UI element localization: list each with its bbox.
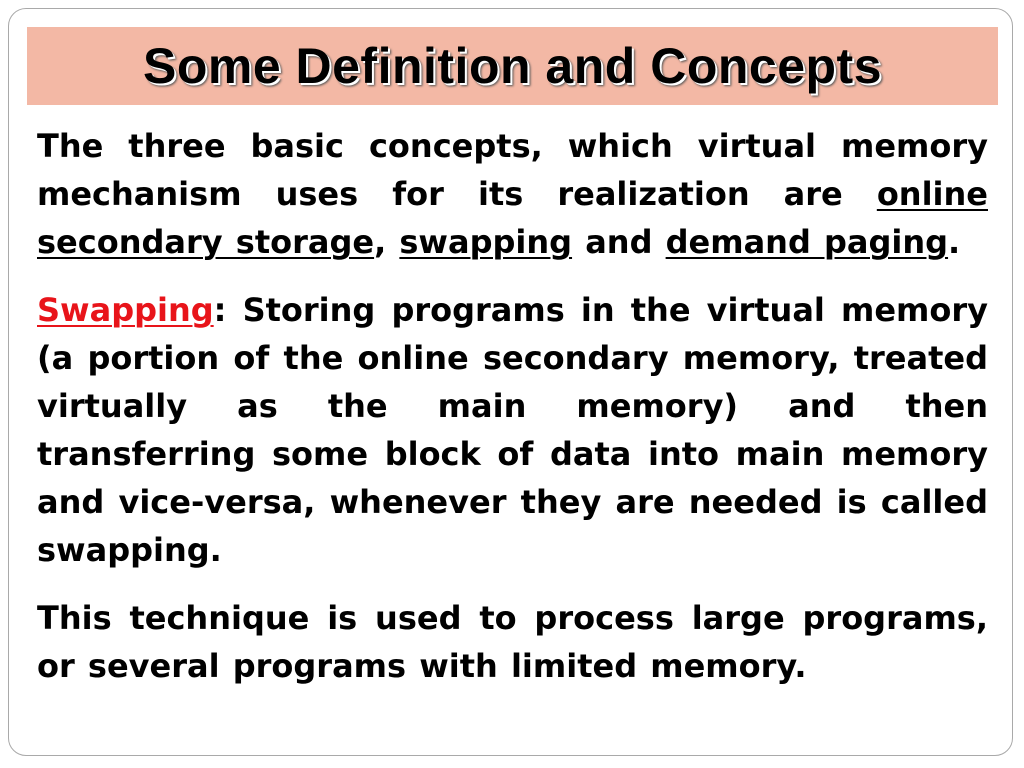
term-online-secondary-storage: online secondary storage — [37, 175, 988, 261]
term-separator-2: and — [572, 223, 666, 261]
technique-text: This technique is used to process large programs, or several programs with limited memory. — [37, 599, 988, 685]
swapping-definition-paragraph — [37, 286, 988, 574]
slide-body — [37, 122, 988, 690]
swapping-definition-text: Storing programs in the virtual memory (a portion of the online secondary memory, treated virtually as the main memory) and then transferring some block of data into main memory and vice-versa, whenever they are needed is called swapping. — [37, 291, 988, 569]
concepts-end-punctuation: . — [948, 223, 961, 261]
term-demand-paging: demand paging — [665, 223, 949, 261]
slide-title: Some Definition and Concepts — [142, 38, 883, 94]
term-separator-1: , — [374, 223, 400, 261]
title-banner — [27, 27, 998, 105]
term-swapping: swapping — [399, 223, 573, 261]
concepts-paragraph — [37, 122, 988, 266]
concepts-intro-text: The three basic concepts, which virtual memory mechanism uses for its realization are — [37, 127, 988, 213]
swapping-heading-term: Swapping — [37, 291, 214, 329]
technique-paragraph — [37, 594, 988, 690]
swapping-colon: : — [213, 291, 227, 329]
